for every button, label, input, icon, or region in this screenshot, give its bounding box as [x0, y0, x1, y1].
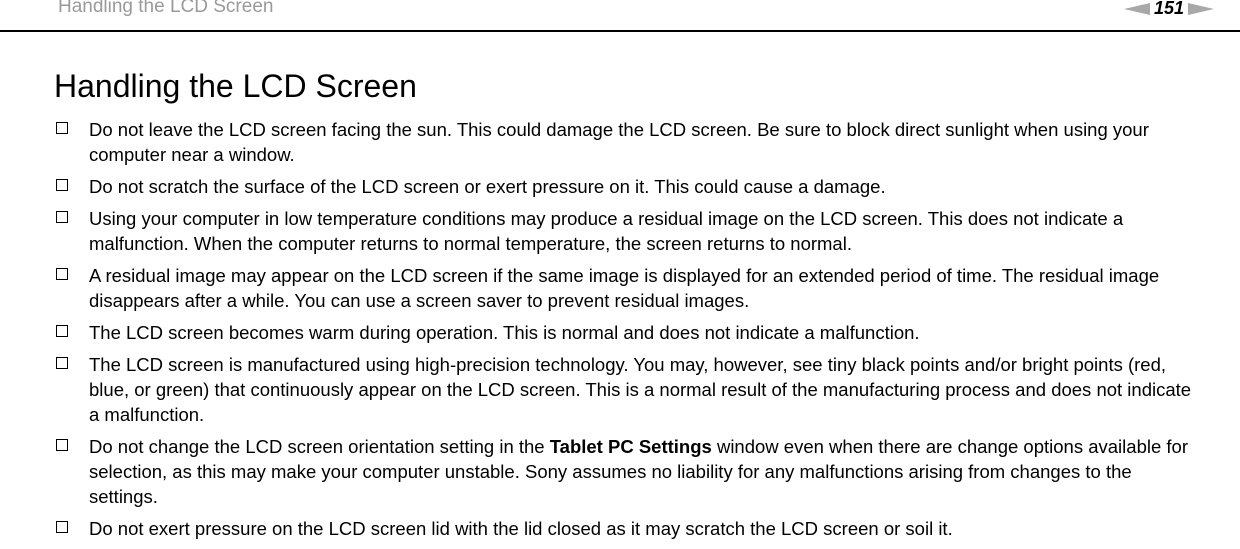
list-item-text: Using your computer in low temperature conditions may produce a residual image on the LCD screen. This does not indicate a malfunction. When the computer returns to normal temperature, the screen returns to normal.	[89, 208, 1124, 254]
header-title: Handling the LCD Screen	[58, 0, 274, 17]
list-item-text: Do not scratch the surface of the LCD screen or exert pressure on it. This could cause a damage.	[89, 176, 886, 197]
list-item-text: Do not exert pressure on the LCD screen lid with the lid closed as it may scratch the LCD screen or soil it.	[89, 518, 953, 539]
list-item-text: The LCD screen becomes warm during operation. This is normal and does not indicate a malfunction.	[89, 322, 920, 343]
checkbox-icon	[56, 211, 68, 223]
list-item	[56, 263, 1196, 313]
list-item-text: The LCD screen is manufactured using high-precision technology. You may, however, see tiny black points and/or bright points (red, blue, or green) that continuously appear on the LCD screen. This is a normal result of the manufacturing process and does not indicate a malfunction.	[89, 354, 1192, 425]
list-item-text: A residual image may appear on the LCD screen if the same image is displayed for an extended period of time. The residual image disappears after a while. You can use a screen saver to prevent residual images.	[89, 265, 1160, 311]
list-item	[56, 516, 1196, 541]
list-item	[56, 352, 1196, 427]
checkbox-icon	[56, 521, 68, 533]
list-item	[56, 320, 1196, 345]
list-item-text-after: window even when there are change options available for selection, as this may make your computer unstable. Sony assumes no liability for any malfunctions arising from changes to the settings.	[89, 436, 1188, 507]
list-item	[56, 434, 1196, 509]
page-header	[0, 0, 1240, 31]
checkbox-icon	[56, 357, 68, 369]
bullet-list	[56, 117, 1196, 548]
checkbox-icon	[56, 439, 68, 451]
list-item-text: Do not leave the LCD screen facing the sun. This could damage the LCD screen. Be sure to block direct sunlight when using your computer near a window.	[89, 119, 1149, 165]
list-item	[56, 174, 1196, 199]
list-item-text-before: Do not change the LCD screen orientation setting in the	[89, 436, 550, 457]
checkbox-icon	[56, 325, 68, 337]
checkbox-icon	[56, 179, 68, 191]
header-divider	[0, 30, 1240, 32]
checkbox-icon	[56, 122, 68, 134]
section-title: Handling the LCD Screen	[54, 68, 417, 104]
checkbox-icon	[56, 268, 68, 280]
arrow-right-icon[interactable]	[1188, 3, 1214, 15]
page-number: 151	[1153, 0, 1184, 18]
arrow-left-icon[interactable]	[1124, 3, 1150, 15]
list-item	[56, 206, 1196, 256]
page-navigation	[1124, 0, 1214, 19]
tablet-pc-settings-label: Tablet PC Settings	[549, 436, 712, 457]
list-item	[56, 117, 1196, 167]
